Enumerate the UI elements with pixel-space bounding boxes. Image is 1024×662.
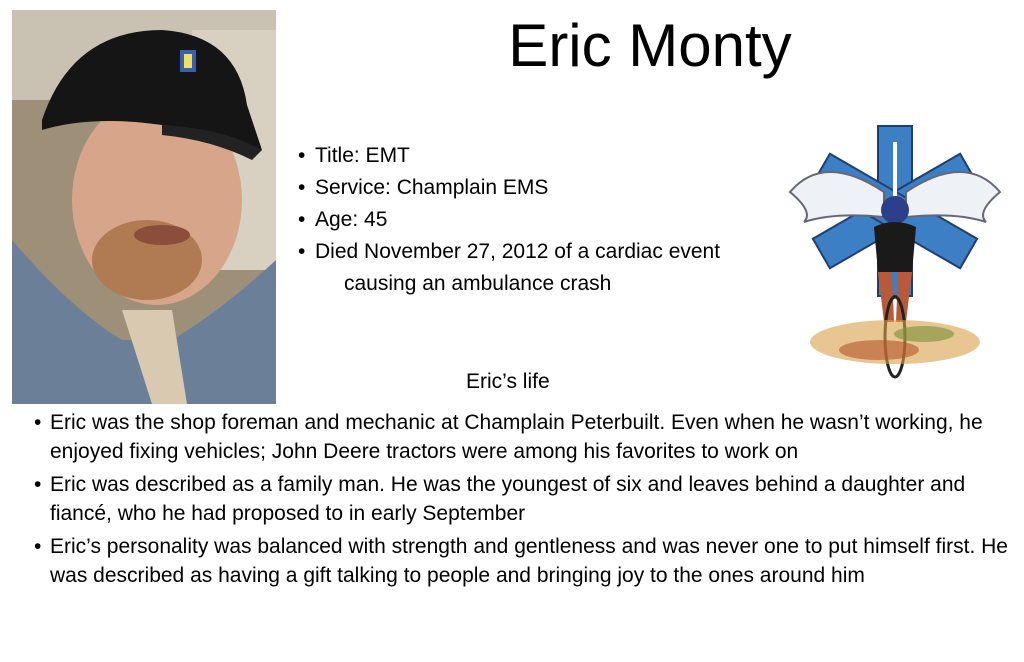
fact-death-continuation: causing an ambulance crash bbox=[344, 272, 612, 295]
fact-death: • Died November 27, 2012 of a cardiac event causing an ambulance crash bbox=[298, 236, 720, 300]
life-list bbox=[34, 409, 1019, 595]
portrait-photo bbox=[12, 10, 276, 404]
fact-service: • Service: Champlain EMS bbox=[298, 172, 720, 204]
life-item: • Eric was described as a family man. He was the youngest of six and leaves behind a daughter and fiancé, who he had proposed to in early September bbox=[34, 471, 1019, 528]
life-heading: Eric’s life bbox=[466, 370, 550, 393]
life-item: • Eric’s personality was balanced with strength and gentleness and was never one to put himself first. He was described as having a gift talking to people and bringing joy to the ones around him bbox=[34, 533, 1019, 590]
page-title: Eric Monty bbox=[508, 12, 792, 79]
life-item: • Eric was the shop foreman and mechanic at Champlain Peterbuilt. Even when he wasn’t working, he enjoyed fixing vehicles; John Deere tractors were among his favorites to work on bbox=[34, 409, 1019, 466]
fact-age: • Age: 45 bbox=[298, 204, 720, 236]
facts-list bbox=[298, 140, 720, 300]
fact-title: • Title: EMT bbox=[298, 140, 720, 172]
star-of-life-logo bbox=[784, 122, 1006, 384]
